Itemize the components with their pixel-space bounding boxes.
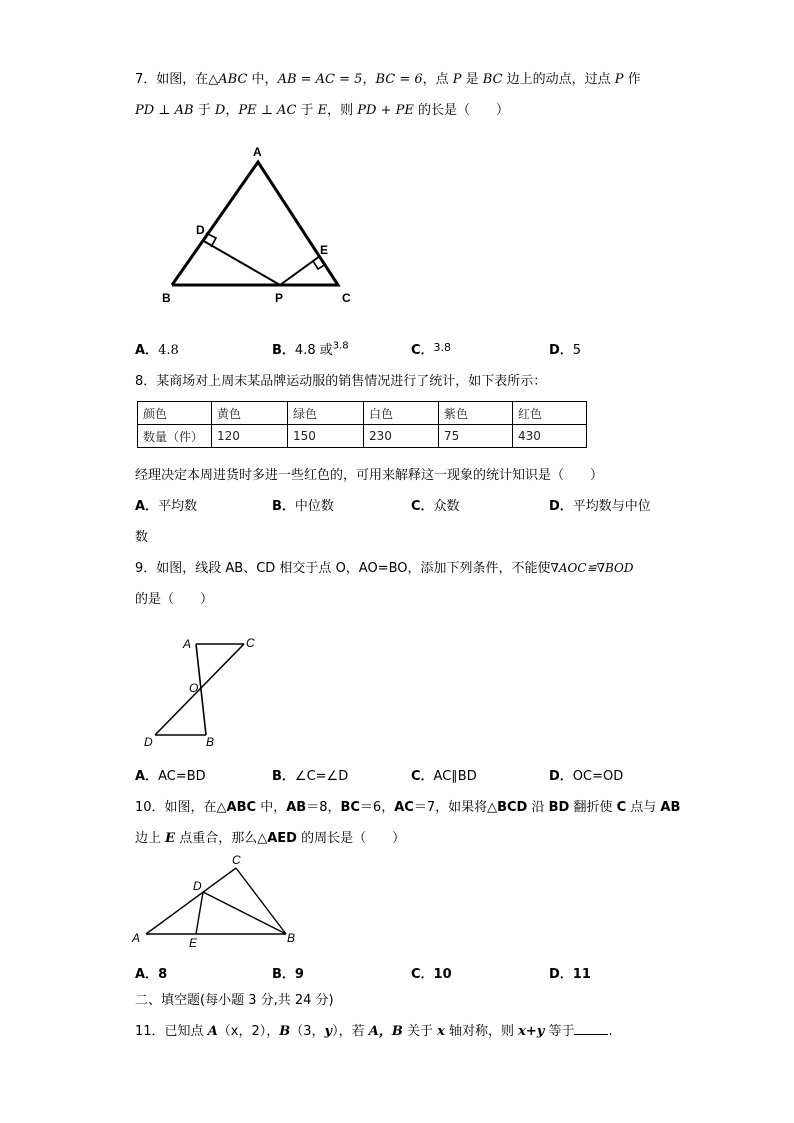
q7-math: BC (482, 72, 503, 87)
table-cell: 75 (439, 425, 513, 448)
option-text: 众数 (433, 499, 460, 514)
q11-math: x (437, 1024, 445, 1039)
option-letter: C． (411, 967, 434, 982)
q10-label-b: B (287, 931, 296, 945)
table-cell: 数量（件） (138, 425, 212, 448)
q10-label-a: A (132, 931, 141, 945)
q7-option-d[interactable] (549, 339, 581, 358)
table-row (138, 402, 587, 425)
option-letter: A． (135, 499, 159, 514)
q9-option-a[interactable] (135, 765, 206, 784)
q7-option-a[interactable] (135, 339, 179, 358)
q10-math: △AED (257, 831, 297, 846)
q11-math: y (324, 1024, 333, 1039)
option-text: ∠C=∠D (294, 769, 349, 784)
q9-option-d[interactable] (549, 765, 623, 784)
q9-figure (140, 630, 270, 755)
q10-label-d: D (193, 879, 202, 893)
option-letter: A． (135, 343, 159, 358)
option-letter: A． (135, 769, 159, 784)
q10-math: C (616, 800, 627, 815)
q8-option-c[interactable] (411, 495, 460, 514)
q7-triangle-figure (150, 138, 370, 313)
q7-label-a: A (253, 145, 262, 159)
q11-text: 11．已知点 (135, 1024, 208, 1039)
option-letter: C． (411, 769, 434, 784)
q11-text: 关于 (402, 1024, 438, 1039)
option-text: OC=OD (572, 769, 624, 784)
q10-text: 10．如图，在 (135, 800, 217, 815)
table-cell: 白色 (364, 402, 439, 425)
table-row (138, 425, 587, 448)
table-cell: 230 (364, 425, 439, 448)
q11-math: A (207, 1024, 218, 1039)
q9-stem-line2: 的是（ ） (135, 592, 214, 607)
q11-text: . (608, 1024, 613, 1039)
q7-text: 于 (296, 103, 318, 118)
table-cell: 紫色 (439, 402, 513, 425)
option-text: AC=BD (158, 769, 206, 784)
option-letter: B． (272, 967, 295, 982)
q10-stem-line1 (135, 796, 680, 815)
q10-segment-db (203, 892, 286, 934)
option-letter: B． (272, 343, 295, 358)
q11-text: （x，2）， (217, 1024, 280, 1039)
q7-text: 7．如图，在 (135, 72, 209, 87)
q7-stem-line1 (135, 68, 641, 87)
q10-label-c: C (232, 853, 241, 867)
q10-math: BD (548, 800, 570, 815)
q9-option-b[interactable] (272, 765, 348, 784)
q7-math: PE ⊥ AC (238, 103, 297, 118)
q11-text: 等于 (544, 1024, 575, 1039)
q10-text: ＝7，如果将 (413, 800, 488, 815)
q11-math: A，B (368, 1024, 403, 1039)
q7-text: 是 (461, 72, 483, 87)
q7-label-b: B (162, 291, 171, 305)
q10-figure (128, 852, 308, 952)
q10-text: 的周长是（ ） (296, 831, 406, 846)
table-cell: 绿色 (288, 402, 364, 425)
q7-math: BC = 6 (375, 72, 423, 87)
q10-stem-line2 (135, 827, 405, 846)
q8-question: 经理决定本周进货时多进一些红色的，可用来解释这一现象的统计知识是（ ） (135, 468, 604, 483)
q7-segment-pd (202, 240, 280, 285)
q7-math: D (214, 103, 226, 118)
q10-option-c[interactable] (411, 963, 452, 982)
option-letter: D． (549, 343, 573, 358)
q7-math: △ABC (208, 72, 248, 87)
q7-label-p: P (275, 291, 284, 305)
q7-text: 边上的动点，过点 (502, 72, 615, 87)
q7-math: PD ⊥ AB (135, 103, 194, 118)
q7-math: P (614, 72, 624, 87)
q10-segment-ac (146, 868, 236, 934)
option-text: 11 (572, 967, 591, 982)
q11-stem (135, 1020, 613, 1039)
q7-text: 作 (623, 72, 641, 87)
q10-math: △BCD (487, 800, 528, 815)
q10-text: 沿 (527, 800, 549, 815)
q10-label-e: E (189, 936, 198, 950)
table-cell: 430 (513, 425, 587, 448)
q10-math: △ABC (216, 800, 257, 815)
q11-text: （3， (290, 1024, 325, 1039)
q10-math: AB (286, 800, 307, 815)
q7-text: 于 (193, 103, 215, 118)
q7-label-d: D (196, 223, 205, 237)
q7-math: P (452, 72, 462, 87)
table-cell: 红色 (513, 402, 587, 425)
q10-text: 中， (256, 800, 287, 815)
q9-stem-line1 (135, 557, 634, 576)
option-letter: D． (549, 967, 573, 982)
q9-math: ∇AOC≌∇BOD (550, 561, 634, 575)
option-text: 10 (433, 967, 452, 982)
q10-text: 翻折使 (569, 800, 617, 815)
q9-label-b: B (206, 735, 215, 749)
q9-text: 9．如图，线段 AB、CD 相交于点 O，AO=BO，添加下列条件，不能使 (135, 561, 551, 576)
q9-label-o: O (189, 681, 199, 695)
sales-table (137, 401, 587, 448)
q10-text: ＝6， (359, 800, 395, 815)
q7-text: ，点 (422, 72, 453, 87)
q10-text: 点重合，那么 (175, 831, 258, 846)
q7-text: 的长是（ ） (413, 103, 510, 118)
option-letter: D． (549, 769, 573, 784)
option-superscript: 3.8 (332, 340, 349, 352)
section-heading: 二、填空题(每小题 3 分,共 24 分) (135, 993, 334, 1008)
q7-label-e: E (320, 243, 329, 257)
q10-math: AB (660, 800, 681, 815)
q11-math: x+y (518, 1024, 545, 1039)
option-letter: D． (549, 499, 573, 514)
q10-option-a[interactable] (135, 963, 167, 982)
option-text: 4.8 (158, 343, 179, 358)
q10-segment-de (196, 892, 203, 934)
q7-text: 中， (247, 72, 278, 87)
option-text: 平均数 (158, 499, 198, 514)
option-text: 4.8 或 (294, 343, 333, 358)
q8-stem: 8．某商场对上周末某品牌运动服的销售情况进行了统计，如下表所示： (135, 374, 547, 389)
q8-option-d-overflow: 数 (135, 530, 149, 545)
q10-math: BC (340, 800, 360, 815)
q9-option-c[interactable] (411, 765, 477, 784)
answer-blank[interactable] (574, 1022, 608, 1035)
option-letter: B． (272, 769, 295, 784)
q7-text: ，则 (327, 103, 358, 118)
q7-label-c: C (342, 291, 351, 305)
q7-option-c[interactable] (411, 339, 451, 358)
q10-option-b[interactable] (272, 963, 304, 982)
q7-math: PD + PE (357, 103, 414, 118)
option-text: AC∥BD (433, 769, 477, 784)
q11-math: B (279, 1024, 291, 1039)
q9-label-a: A (183, 637, 192, 651)
option-text: 8 (158, 967, 168, 982)
q8-option-d[interactable] (549, 495, 651, 514)
q7-math: E (317, 103, 328, 118)
q8-option-b[interactable] (272, 495, 334, 514)
q11-text: ），若 (332, 1024, 369, 1039)
q7-text: ， (225, 103, 239, 118)
option-text: 3.8 (433, 341, 452, 354)
q7-stem-line2 (135, 99, 509, 118)
option-letter: B． (272, 499, 295, 514)
option-letter: A． (135, 967, 159, 982)
q10-text: 边上 (135, 831, 166, 846)
option-text: 中位数 (294, 499, 334, 514)
option-text: 5 (572, 343, 582, 358)
option-letter: C． (411, 499, 434, 514)
option-text: 9 (294, 967, 304, 982)
table-cell: 黄色 (212, 402, 288, 425)
q9-label-c: C (246, 636, 255, 650)
option-letter: C． (411, 343, 434, 358)
q7-math: AB = AC = 5 (277, 72, 363, 87)
q9-segment-cd (155, 644, 244, 735)
q7-option-b[interactable] (272, 339, 349, 358)
q10-text: 点与 (626, 800, 661, 815)
q7-segment-pe (280, 256, 320, 285)
q7-text: ， (362, 72, 376, 87)
table-cell: 120 (212, 425, 288, 448)
q10-segment-cb (236, 868, 286, 934)
table-cell: 150 (288, 425, 364, 448)
q10-math: E (165, 831, 176, 846)
q9-label-d: D (144, 735, 153, 749)
q10-math: AC (394, 800, 414, 815)
option-text: 平均数与中位 (572, 499, 651, 514)
q10-text: ＝8， (306, 800, 341, 815)
q10-option-d[interactable] (549, 963, 591, 982)
q8-option-a[interactable] (135, 495, 197, 514)
q11-text: 轴对称，则 (444, 1024, 519, 1039)
table-cell: 颜色 (138, 402, 212, 425)
